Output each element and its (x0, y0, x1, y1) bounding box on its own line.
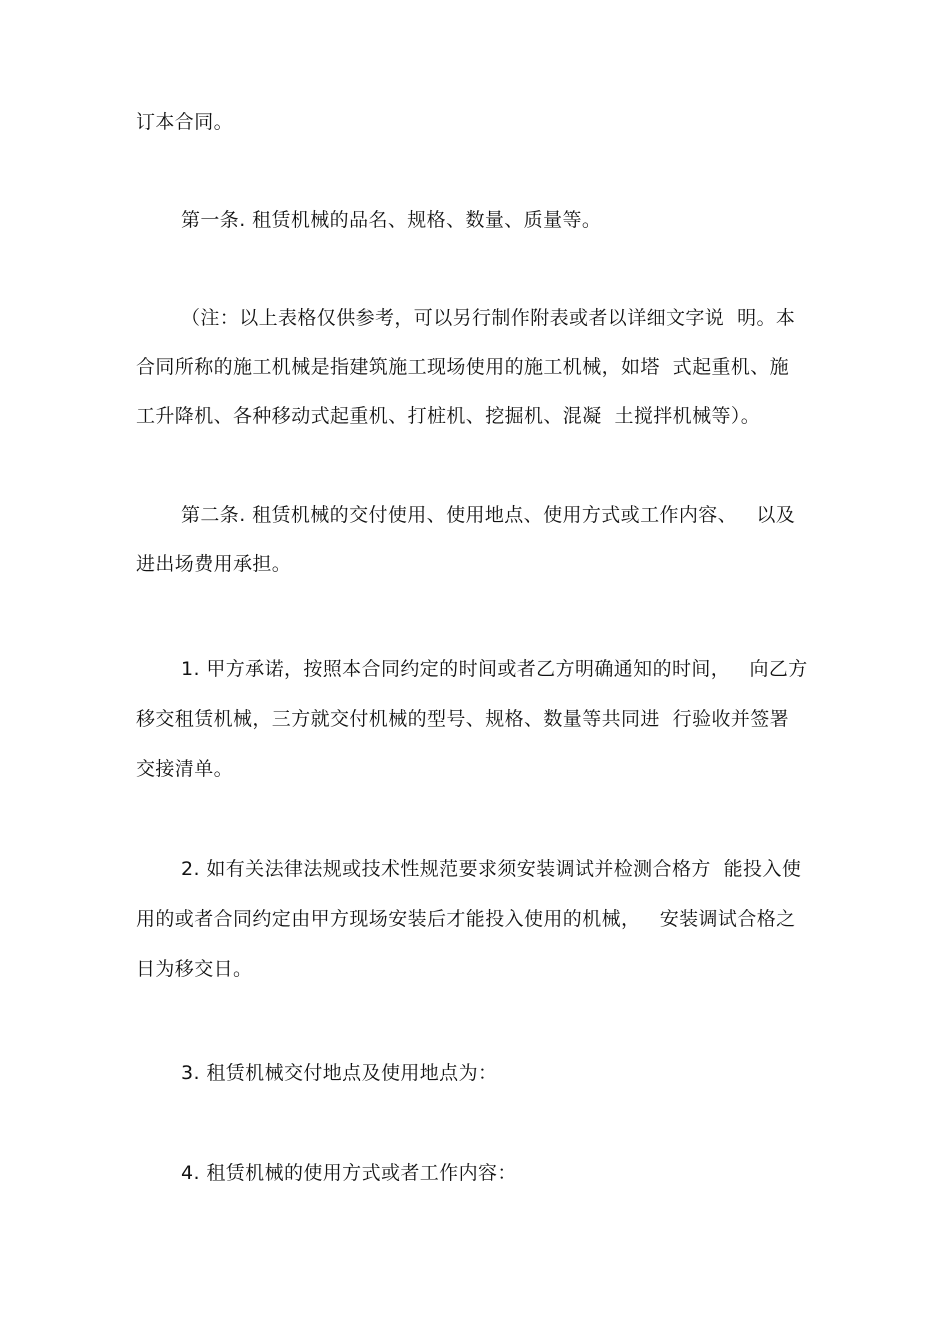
clause-2-line-2: 用的或者合同约定由甲方现场安装后才能投入使用的机械， 安装调试合格之 (136, 908, 796, 930)
note-line-3: 工升降机、各种移动式起重机、打桩机、挖掘机、混凝 土搅拌机械等）。 (136, 405, 761, 427)
article-2-heading-line-2: 进出场费用承担。 (136, 553, 292, 575)
clause-1-line-1: 1. 甲方承诺，按照本合同约定的时间或者乙方明确通知的时间， 向乙方 (181, 658, 808, 680)
article-1-heading: 第一条. 租赁机械的品名、规格、数量、质量等。 (181, 209, 602, 231)
clause-2-line-3: 日为移交日。 (136, 958, 253, 980)
clause-3-line: 3. 租赁机械交付地点及使用地点为： (181, 1062, 498, 1084)
note-line-1: （注：以上表格仅供参考，可以另行制作附表或者以详细文字说 明。本 (181, 307, 796, 329)
clause-1-line-3: 交接清单。 (136, 758, 234, 780)
text-line-1: 订本合同。 (136, 111, 234, 133)
clause-4-line: 4. 租赁机械的使用方式或者工作内容： (181, 1162, 517, 1184)
clause-1-line-2: 移交租赁机械，三方就交付机械的型号、规格、数量等共同进 行验收并签署 (136, 708, 790, 730)
note-line-2: 合同所称的施工机械是指建筑施工现场使用的施工机械，如塔 式起重机、施 (136, 356, 790, 378)
clause-2-line-1: 2. 如有关法律法规或技术性规范要求须安装调试并检测合格方 能投入使 (181, 858, 802, 880)
article-2-heading-line-1: 第二条. 租赁机械的交付使用、使用地点、使用方式或工作内容、 以及 (181, 504, 796, 526)
